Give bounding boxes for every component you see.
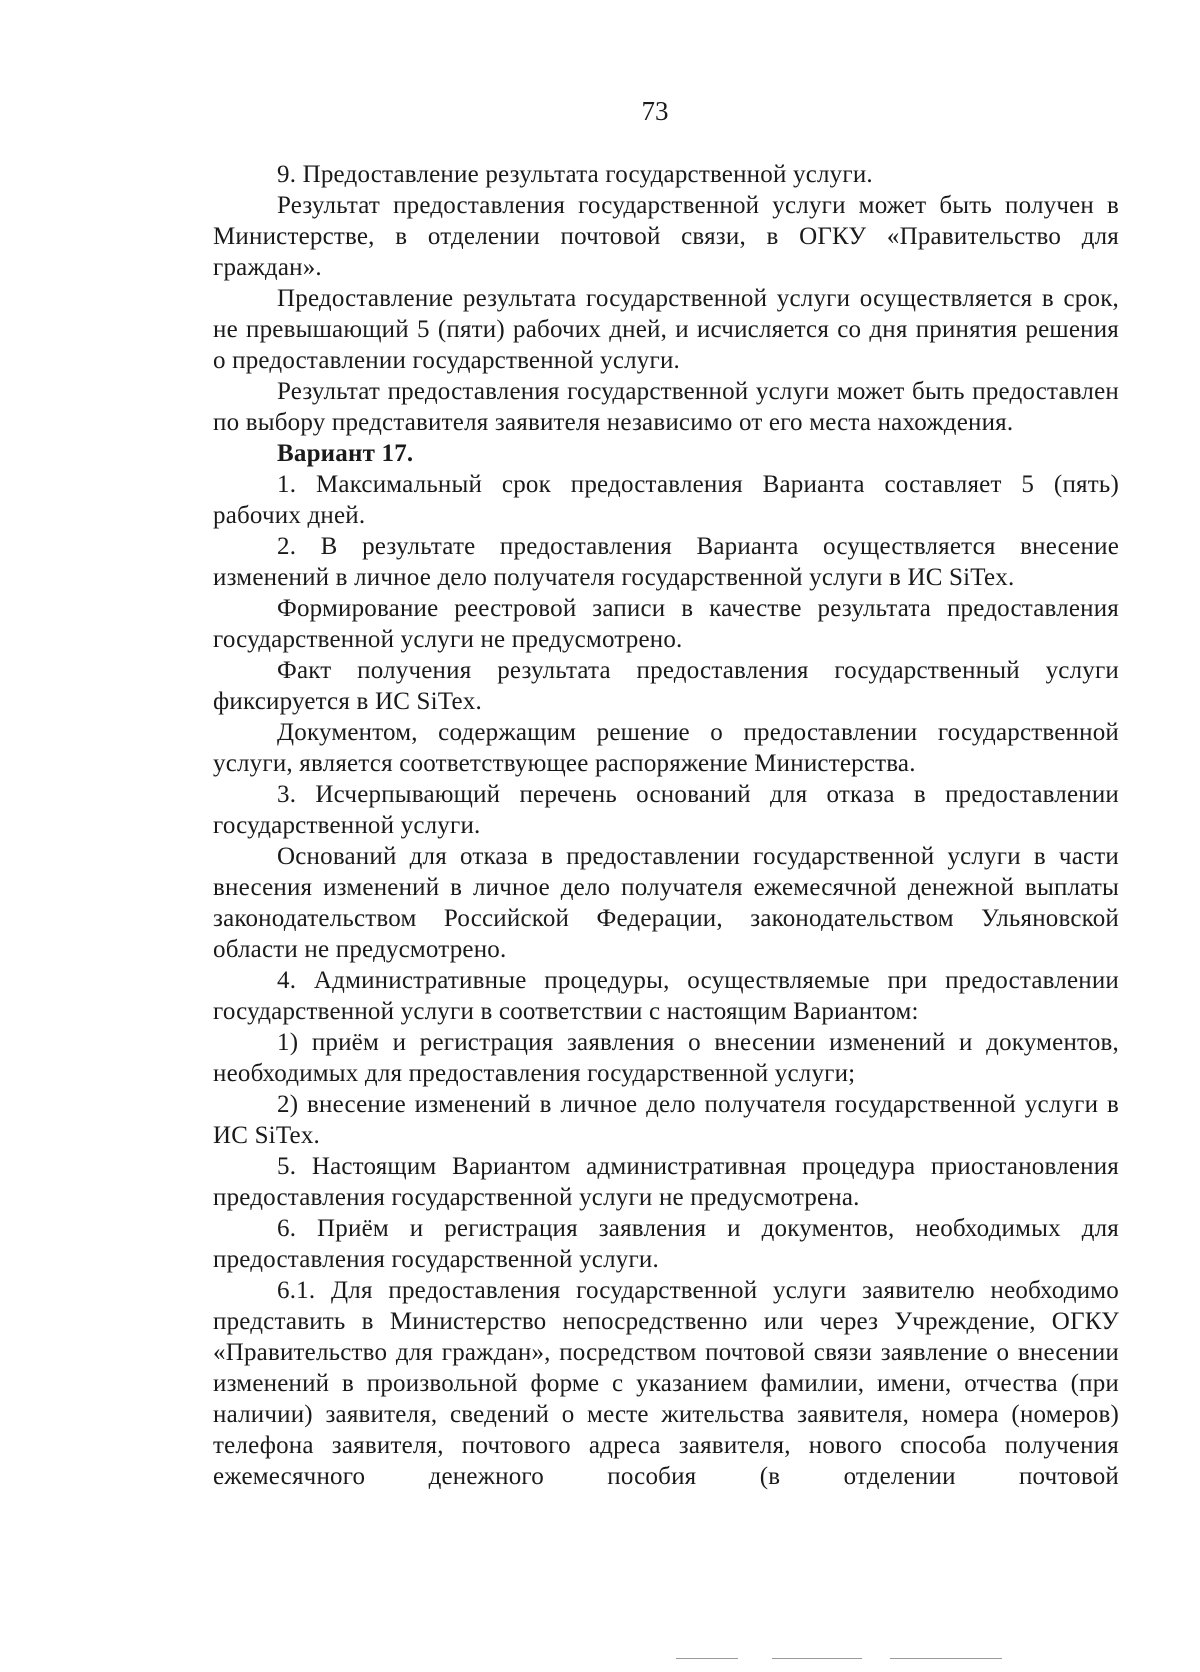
paragraph-refusal-grounds: Оснований для отказа в предоставлении государственной услуги в части внесения изменений в личное дело получателя ежемесячной денежной выплаты законодательством Российской Федерации, законодательством Ульяновской области не предусмотрено. (213, 843, 1119, 963)
paragraph-refusal-grounds-heading: 3. Исчерпывающий перечень оснований для отказа в предоставлении государственной услуги. (213, 781, 1119, 839)
paragraph-suspension: 5. Настоящим Вариантом административная процедура приостановления предоставления государственной услуги не предусмотрена. (213, 1153, 1119, 1211)
paragraph-decision-document: Документом, содержащим решение о предоставлении государственной услуги, является соответствующее распоряжение Министерства. (213, 719, 1119, 777)
variant-heading: Вариант 17. (277, 440, 414, 467)
paragraph-variant-result: 2. В результате предоставления Варианта осуществляется внесение изменений в личное дело получателя государственной услуги в ИС SiTex. (213, 533, 1119, 591)
footer-rule (676, 1658, 1156, 1660)
paragraph-result-choice: Результат предоставления государственной услуги может быть предоставлен по выбору представителя заявителя независимо от его места нахождения. (213, 378, 1119, 436)
footer-rule-segment (772, 1658, 862, 1659)
document-body (213, 159, 1119, 1492)
paragraph-procedure-2: 2) внесение изменений в личное дело получателя государственной услуги в ИС SiTex. (213, 1091, 1119, 1149)
page-number: 73 (641, 96, 669, 126)
paragraph-fact-recorded: Факт получения результата предоставления государственный услуги фиксируется в ИС SiTex. (213, 657, 1119, 715)
paragraph-application-requirements: 6.1. Для предоставления государственной услуги заявителю необходимо представить в Министерство непосредственно или через Учреждение, ОГКУ «Правительство для граждан», посредством почтовой связи заявление о внесении изменений в произвольной форме с указанием фамилии, имени, отчества (при наличии) заявителя, сведений о месте жительства заявителя, номера (номеров) телефона заявителя, почтового адреса заявителя, нового способа получения ежемесячного денежного пособия (в отделении почтовой (213, 1277, 1119, 1490)
paragraph-admin-procedures: 4. Административные процедуры, осуществляемые при предоставлении государственной услуги в соответствии с настоящим Вариантом: (213, 967, 1119, 1025)
paragraph-result-provision-heading: 9. Предоставление результата государственной услуги. (277, 161, 873, 188)
footer-rule-segment (676, 1658, 738, 1659)
footer-rule-segment (890, 1658, 1002, 1659)
paragraph-result-place: Результат предоставления государственной услуги может быть получен в Министерстве, в отделении почтовой связи, в ОГКУ «Правительство для граждан». (213, 192, 1119, 281)
paragraph-result-deadline: Предоставление результата государственной услуги осуществляется в срок, не превышающий 5 (пяти) рабочих дней, и исчисляется со дня принятия решения о предоставлении государственной услуги. (213, 285, 1119, 374)
paragraph-reception-heading: 6. Приём и регистрация заявления и документов, необходимых для предоставления государственной услуги. (213, 1215, 1119, 1273)
paragraph-registry-record: Формирование реестровой записи в качестве результата предоставления государственной услуги не предусмотрено. (213, 595, 1119, 653)
paragraph-max-term: 1. Максимальный срок предоставления Варианта составляет 5 (пять) рабочих дней. (213, 471, 1119, 529)
paragraph-procedure-1: 1) приём и регистрация заявления о внесении изменений и документов, необходимых для предоставления государственной услуги; (213, 1029, 1119, 1087)
